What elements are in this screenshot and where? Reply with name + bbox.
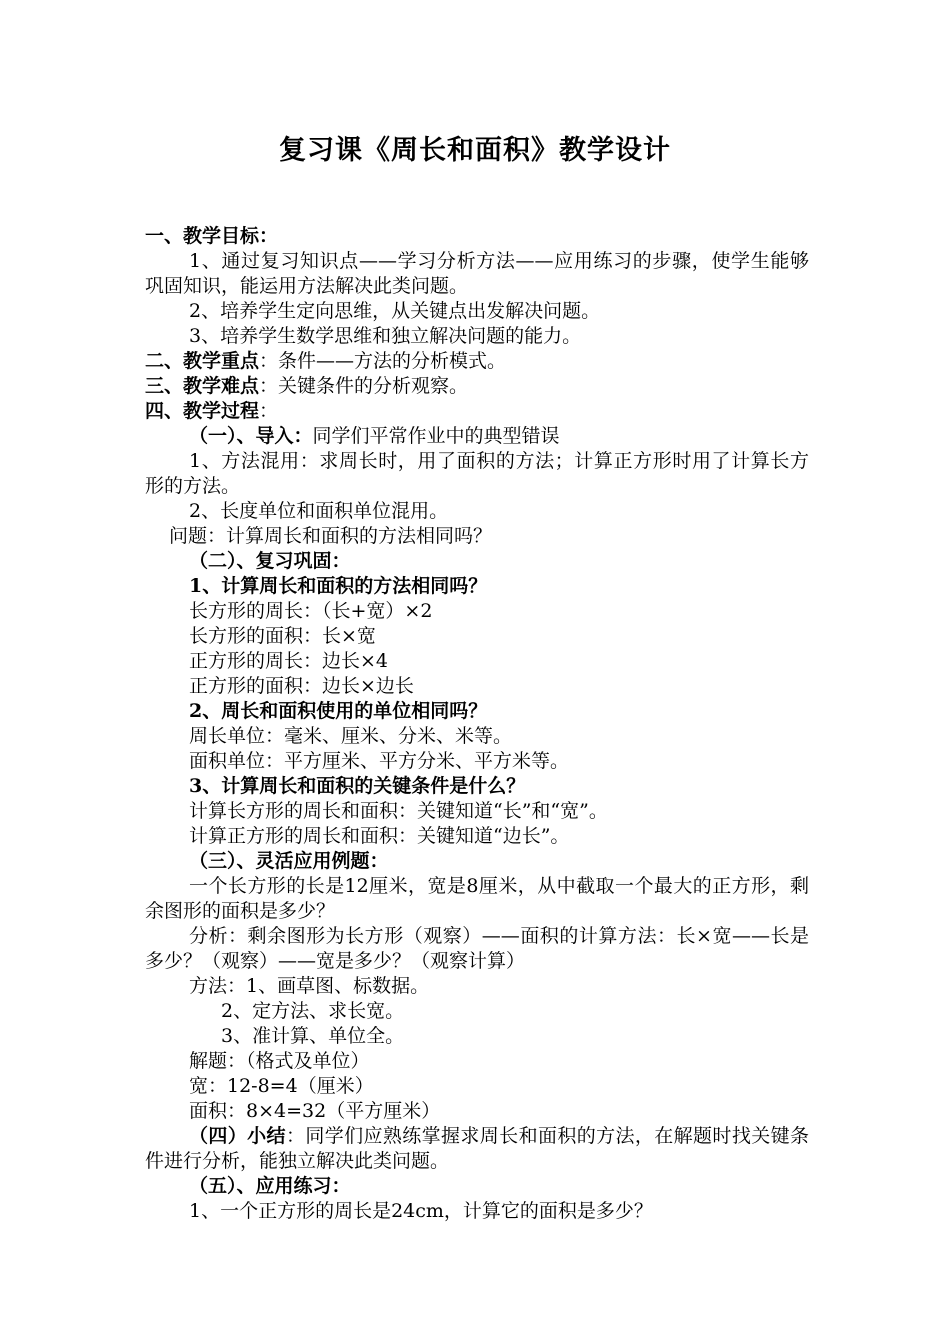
practice-item-1: 1、一个正方形的周长是24cm，计算它的面积是多少？: [189, 1200, 653, 1222]
formula-rect-area: 长方形的面积：长×宽: [189, 625, 376, 647]
solution-step-width: 宽：12-8=4（厘米）: [189, 1075, 374, 1097]
review-question-2: 2、周长和面积使用的单位相同吗？: [189, 700, 488, 722]
document-body: [145, 224, 809, 1224]
example-analysis: 分析：剩余图形为长方形（观察）——面积的计算方法：长×宽——长是多少？（观察）——宽是多少？（观察计算）: [145, 925, 809, 972]
part-intro: （一）、导入：同学们平常作业中的典型错误: [189, 425, 560, 447]
method-step-1: 方法：1、画草图、标数据。: [189, 975, 430, 997]
review-question-1: 1、计算周长和面积的方法相同吗？: [189, 575, 488, 597]
section-difficulties: 三、教学难点：关键条件的分析观察。: [145, 375, 469, 397]
intro-item-2: 2、长度单位和面积单位混用。: [189, 500, 449, 522]
method-step-2: 2、定方法、求长宽。: [221, 1000, 405, 1022]
formula-rect-perimeter: 长方形的周长：（长+宽）×2: [189, 600, 433, 622]
unit-perimeter: 周长单位：毫米、厘米、分米、米等。: [189, 725, 513, 747]
intro-question: 问题：计算周长和面积的方法相同吗？: [169, 525, 493, 547]
part-example: （三）、灵活应用例题：: [189, 850, 389, 872]
document-title: 复习课《周长和面积》教学设计: [279, 135, 671, 166]
section-key-points: 二、教学重点：条件——方法的分析模式。: [145, 350, 507, 372]
goal-item-2: 2、培养学生定向思维，从关键点出发解决问题。: [189, 300, 601, 322]
solution-step-area: 面积：8×4=32（平方厘米）: [189, 1100, 441, 1122]
key-square: 计算正方形的周长和面积：关键知道“边长”。: [189, 825, 570, 847]
example-problem: 一个长方形的长是12厘米，宽是8厘米，从中截取一个最大的正方形，剩余图形的面积是多少？: [145, 875, 809, 922]
unit-area: 面积单位：平方厘米、平方分米、平方米等。: [189, 750, 570, 772]
section-heading-goals: 一、教学目标：: [145, 225, 279, 247]
goal-item-3: 3、培养学生数学思维和独立解决问题的能力。: [189, 325, 582, 347]
intro-item-1: 1、方法混用：求周长时，用了面积的方法；计算正方形时用了计算长方形的方法。: [145, 450, 809, 497]
part-summary: （四）小结：同学们应熟练掌握求周长和面积的方法，在解题时找关键条件进行分析，能独立解决此类问题。: [145, 1125, 809, 1172]
section-heading-process: 四、教学过程：: [145, 400, 279, 422]
review-question-3: 3、计算周长和面积的关键条件是什么？: [189, 775, 526, 797]
part-practice: （五）、应用练习：: [189, 1175, 351, 1197]
goal-item-1: 1、通过复习知识点——学习分析方法——应用练习的步骤，使学生能够巩固知识，能运用方法解决此类问题。: [145, 250, 809, 297]
part-review: （二）、复习巩固：: [189, 550, 351, 572]
formula-square-perimeter: 正方形的周长：边长×4: [189, 650, 389, 672]
method-step-3: 3、准计算、单位全。: [221, 1025, 405, 1047]
key-rectangle: 计算长方形的周长和面积：关键知道“长”和“宽”。: [189, 800, 608, 822]
solution-heading: 解题：（格式及单位）: [189, 1050, 370, 1072]
formula-square-area: 正方形的面积：边长×边长: [189, 675, 414, 697]
